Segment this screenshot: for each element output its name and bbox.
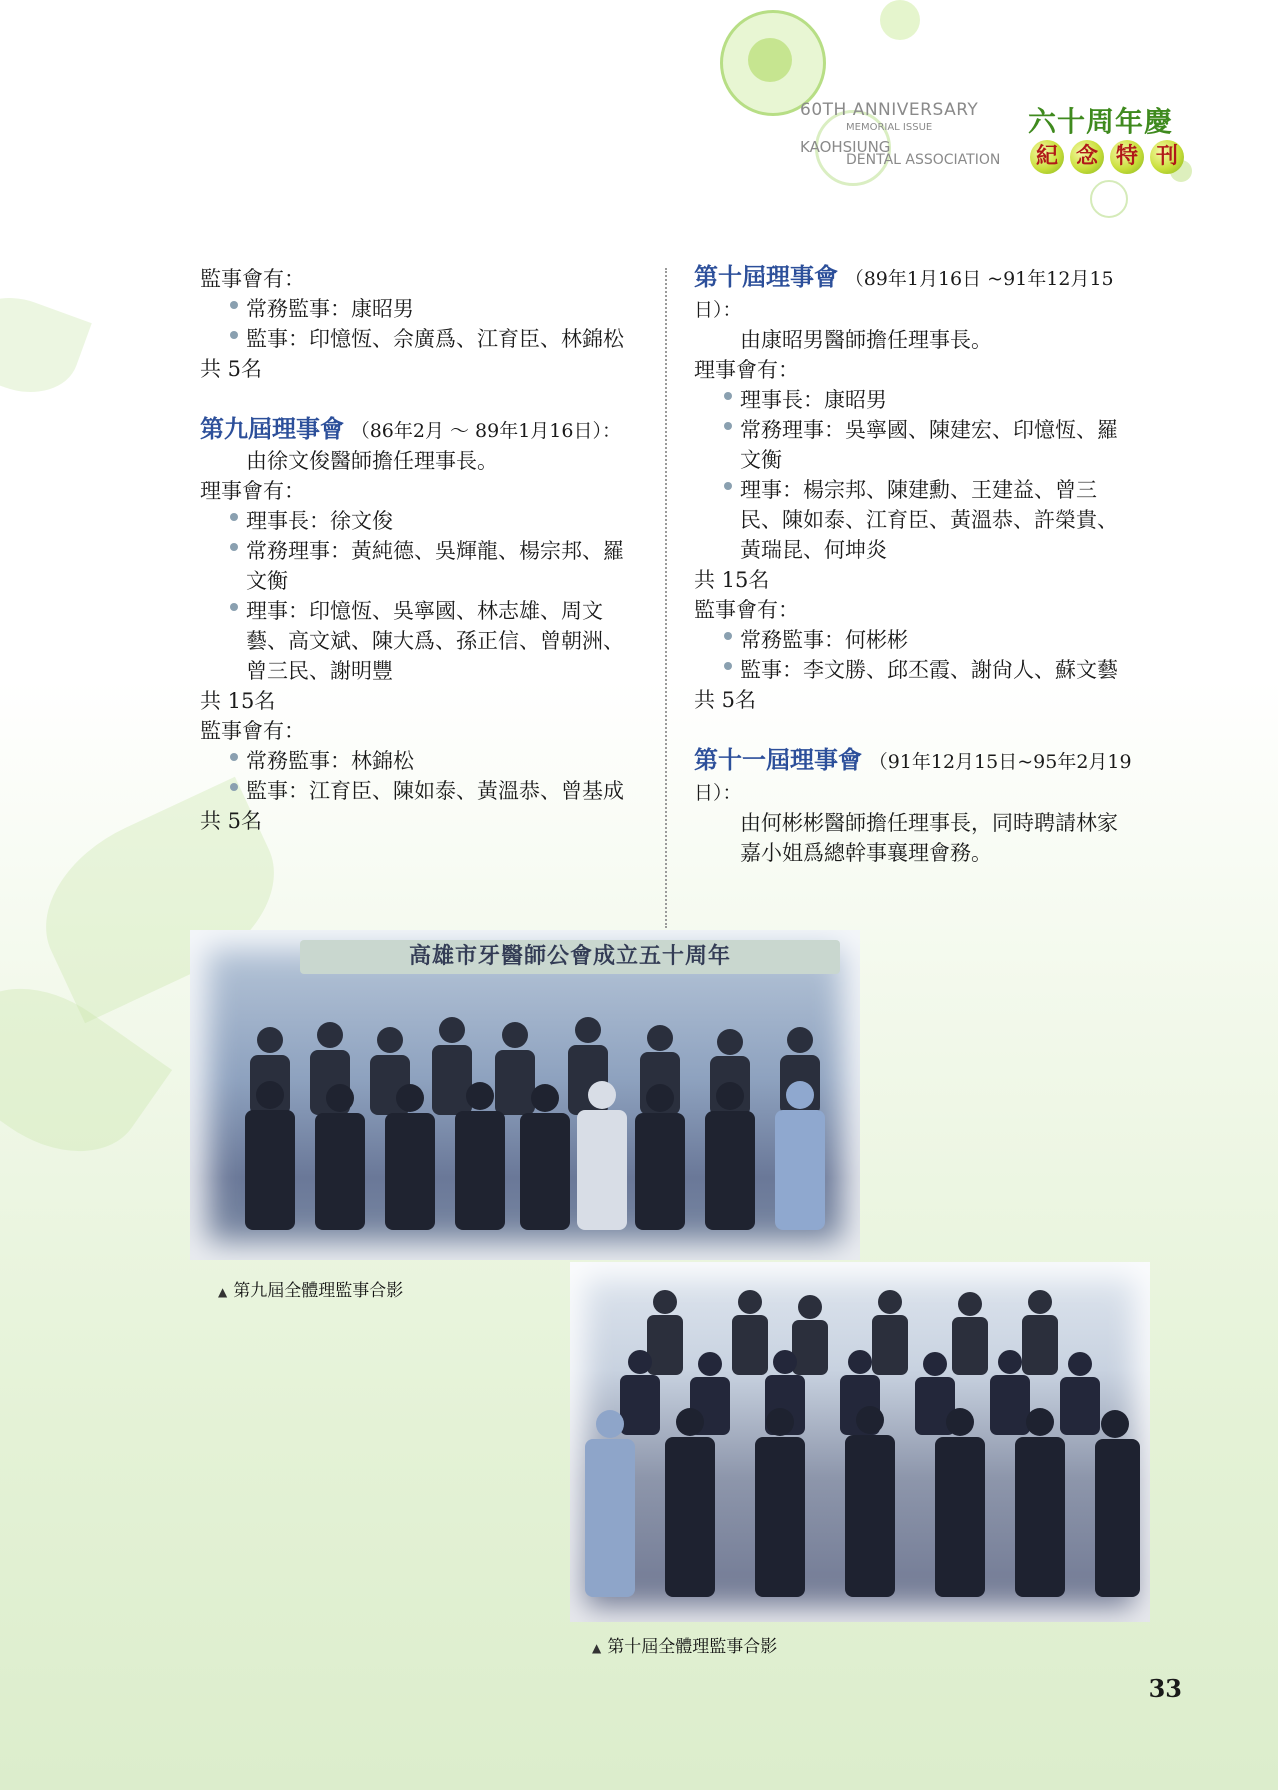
standing-supervisor: 常務監事：林錦松 — [246, 749, 414, 773]
standing-directors: 常務理事：黃純德、吳輝龍、楊宗邦、羅文衡 — [246, 539, 624, 593]
board-label: 理事會有： — [200, 479, 305, 503]
people-silhouettes — [190, 930, 860, 1260]
list-item — [694, 475, 1134, 565]
deco-circle — [1090, 180, 1128, 218]
list-item — [694, 385, 1134, 415]
background-leaf — [0, 282, 92, 408]
section-dates: （89年1月16日 ~91年12月15日）： — [694, 268, 1114, 321]
header-decoration — [690, 0, 1278, 240]
supervisors-label: 監事會有： — [694, 598, 799, 622]
deco-circle — [880, 0, 920, 40]
chair-statement: 由徐文俊醫師擔任理事長。 — [246, 449, 498, 473]
bullet-icon — [230, 301, 238, 309]
directors: 理事：楊宗邦、陳建勳、王建益、曾三民、陳如泰、江育臣、黃溫恭、許榮貴、黃瑞昆、何坤炎 — [740, 478, 1118, 562]
deco-circle — [748, 38, 792, 82]
section-heading: 第十屆理事會 — [694, 263, 838, 291]
badge-char: 紀 — [1030, 140, 1064, 174]
bullet-icon — [230, 603, 238, 611]
supervisors-label: 監事會有： — [200, 267, 305, 291]
banner-text: 高雄市牙醫師公會成立五十周年 — [408, 944, 731, 969]
header-en-title: 60TH ANNIVERSARY — [800, 100, 979, 120]
right-column — [694, 262, 1134, 868]
supervisors-total: 共 5名 — [200, 357, 263, 381]
list-item — [200, 294, 640, 324]
section-dates: （91年12月15日~95年2月19日）： — [694, 751, 1132, 804]
list-item — [200, 506, 640, 536]
column-divider — [665, 268, 667, 928]
bullet-icon — [230, 331, 238, 339]
list-item — [694, 655, 1134, 685]
list-item — [200, 324, 640, 354]
header-badges — [1030, 140, 1190, 174]
chair-statement: 由康昭男醫師擔任理事長。 — [740, 328, 992, 352]
header-en-city: KAOHSIUNG — [800, 138, 891, 156]
bullet-icon — [724, 482, 732, 490]
supervisors: 監事：印憶恆、佘廣爲、江育臣、林錦松 — [246, 327, 624, 351]
supervisors: 監事：李文勝、邱丕霞、謝尙人、蘇文藝 — [740, 658, 1118, 682]
section-heading: 第十一屆理事會 — [694, 746, 862, 774]
standing-directors: 常務理事：吳寧國、陳建宏、印憶恆、羅文衡 — [740, 418, 1118, 472]
header-zh-title: 六十周年慶 — [1028, 105, 1174, 138]
supervisors-total: 共 5名 — [200, 809, 263, 833]
standing-supervisor: 常務監事：康昭男 — [246, 297, 414, 321]
caption-text: 第十屆全體理監事合影 — [607, 1637, 778, 1657]
list-item — [694, 625, 1134, 655]
list-item — [694, 415, 1134, 475]
list-item — [200, 746, 640, 776]
photo-caption — [592, 1632, 777, 1657]
bullet-icon — [230, 753, 238, 761]
board-label: 理事會有： — [694, 358, 799, 382]
bullet-icon — [724, 632, 732, 640]
supervisors-total: 共 5名 — [694, 688, 757, 712]
section-dates: （86年2月 ～ 89年1月16日）： — [350, 420, 621, 442]
bullet-icon — [724, 662, 732, 670]
supervisors: 監事：江育臣、陳如泰、黃溫恭、曾基成 — [246, 779, 624, 803]
list-item — [200, 596, 640, 686]
photo-caption — [218, 1276, 403, 1301]
list-item — [200, 776, 640, 806]
supervisors-label: 監事會有： — [200, 719, 305, 743]
eleventh-statement: 由何彬彬醫師擔任理事長，同時聘請林家嘉小姐爲總幹事襄理會務。 — [740, 811, 1118, 865]
page-number: 33 — [1148, 1674, 1182, 1703]
left-column — [200, 264, 640, 836]
header-en-subtitle: MEMORIAL ISSUE — [846, 122, 933, 133]
board-total: 共 15名 — [200, 689, 276, 713]
group-photo-tenth — [570, 1262, 1150, 1622]
bullet-icon — [230, 543, 238, 551]
bullet-icon — [230, 783, 238, 791]
badge-char: 特 — [1110, 140, 1144, 174]
section-heading: 第九屆理事會 — [200, 415, 344, 443]
bullet-icon — [724, 392, 732, 400]
header-en-association: DENTAL ASSOCIATION — [846, 152, 1001, 168]
directors: 理事：印憶恆、吳寧國、林志雄、周文藝、高文斌、陳大爲、孫正信、曾朝洲、曾三民、謝明豐 — [246, 599, 624, 683]
standing-supervisor: 常務監事：何彬彬 — [740, 628, 908, 652]
people-silhouettes — [570, 1262, 1150, 1622]
badge-char: 刊 — [1150, 140, 1184, 174]
caption-marker-icon: ▲ — [218, 1285, 228, 1299]
bullet-icon — [230, 513, 238, 521]
list-item — [200, 536, 640, 596]
board-total: 共 15名 — [694, 568, 770, 592]
badge-char: 念 — [1070, 140, 1104, 174]
group-photo-ninth — [190, 930, 860, 1260]
caption-marker-icon: ▲ — [592, 1641, 602, 1655]
bullet-icon — [724, 422, 732, 430]
chairman: 理事長：康昭男 — [740, 388, 887, 412]
chairman: 理事長：徐文俊 — [246, 509, 393, 533]
caption-text: 第九屆全體理監事合影 — [233, 1281, 404, 1301]
